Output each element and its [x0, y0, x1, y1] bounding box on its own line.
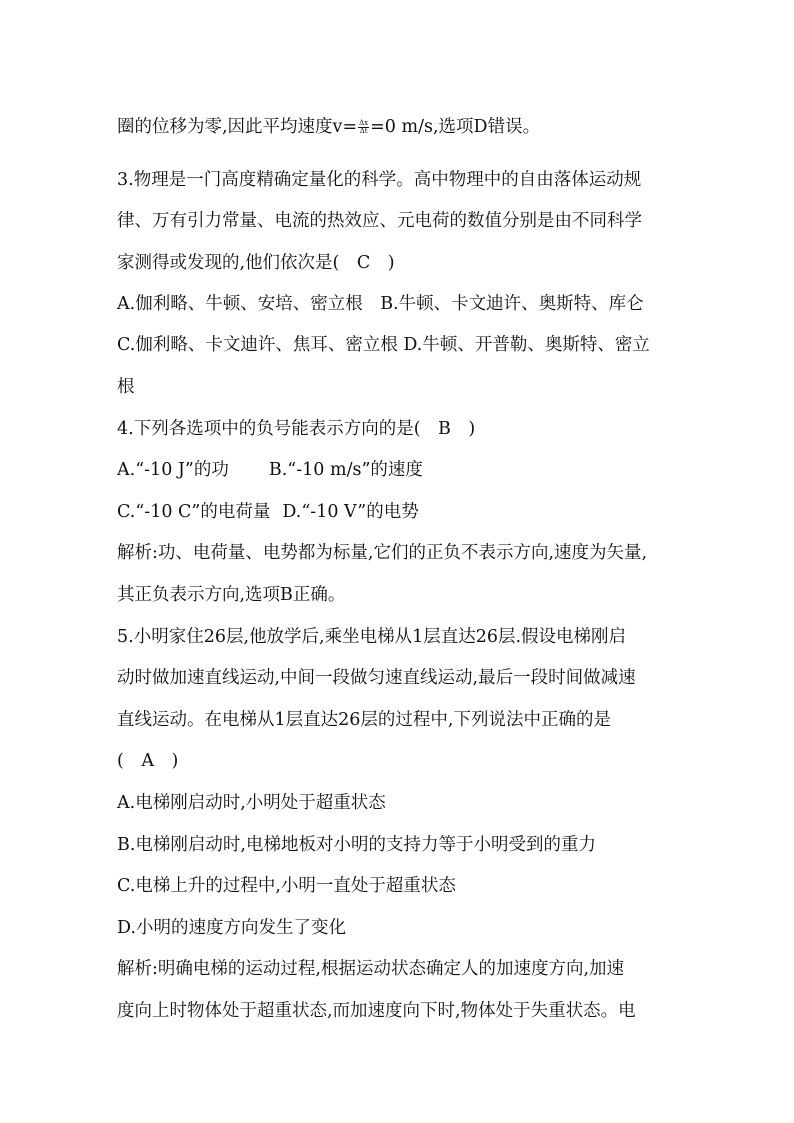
q3-stem-line-1: 3.物理是一门高度精确定量化的科学。高中物理中的自由落体运动规	[117, 170, 642, 190]
fraction-denominator: Δt	[359, 127, 368, 135]
q4-options-ab	[117, 458, 423, 482]
prev-answer-text-b: =0 m/s,选项D错误。	[370, 117, 541, 137]
q4-option-c: C.“-10 C”的电荷量	[117, 502, 271, 522]
q3-options-cd-cont: 根	[117, 377, 135, 397]
q4-explanation-2: 其正负表示方向,选项B正确。	[117, 585, 346, 605]
q5-explanation-1: 解析:明确电梯的运动过程,根据运动状态确定人的加速度方向,加速	[117, 959, 625, 979]
fraction-dx-dt	[358, 120, 369, 135]
fraction-numerator: Δx	[359, 119, 369, 127]
q4-stem: 4.下列各选项中的负号能表示方向的是( B )	[117, 419, 476, 439]
q3-options-ab: A.伽利略、牛顿、安培、密立根 B.牛顿、卡文迪许、奥斯特、库仑	[117, 294, 644, 314]
q4-option-d: D.“-10 V”的电势	[282, 502, 419, 522]
q5-stem-line-1: 5.小明家住26层,他放学后,乘坐电梯从1层直达26层.假设电梯刚启	[117, 627, 627, 647]
q3-stem-line-3: 家测得或发现的,他们依次是( C )	[117, 253, 395, 273]
q5-option-b: B.电梯刚启动时,电梯地板对小明的支持力等于小明受到的重力	[117, 835, 596, 855]
q4-option-a: A.“-10 J”的功	[117, 460, 229, 480]
prev-answer-line	[117, 115, 540, 139]
q5-answer: ( A )	[117, 751, 179, 771]
q4-option-b: B.“-10 m/s”的速度	[268, 460, 423, 480]
q3-options-cd: C.伽利略、卡文迪许、焦耳、密立根 D.牛顿、开普勒、奥斯特、密立	[117, 335, 650, 355]
prev-answer-text-a: 圈的位移为零,因此平均速度v=	[117, 117, 358, 137]
q5-option-c: C.电梯上升的过程中,小明一直处于超重状态	[117, 876, 456, 896]
q5-option-a: A.电梯刚启动时,小明处于超重状态	[117, 793, 386, 813]
q5-stem-line-3: 直线运动。在电梯从1层直达26层的过程中,下列说法中正确的是	[117, 710, 611, 730]
q3-stem-line-2: 律、万有引力常量、电流的热效应、元电荷的数值分别是由不同科学	[117, 211, 642, 231]
q4-explanation-1: 解析:功、电荷量、电势都为标量,它们的正负不表示方向,速度为矢量,	[117, 543, 648, 563]
q5-option-d: D.小明的速度方向发生了变化	[117, 918, 346, 938]
q4-options-cd	[117, 500, 419, 524]
q5-explanation-2: 度向上时物体处于超重状态,而加速度向下时,物体处于失重状态。电	[117, 1001, 636, 1021]
q5-stem-line-2: 动时做加速直线运动,中间一段做匀速直线运动,最后一段时间做减速	[117, 668, 636, 688]
